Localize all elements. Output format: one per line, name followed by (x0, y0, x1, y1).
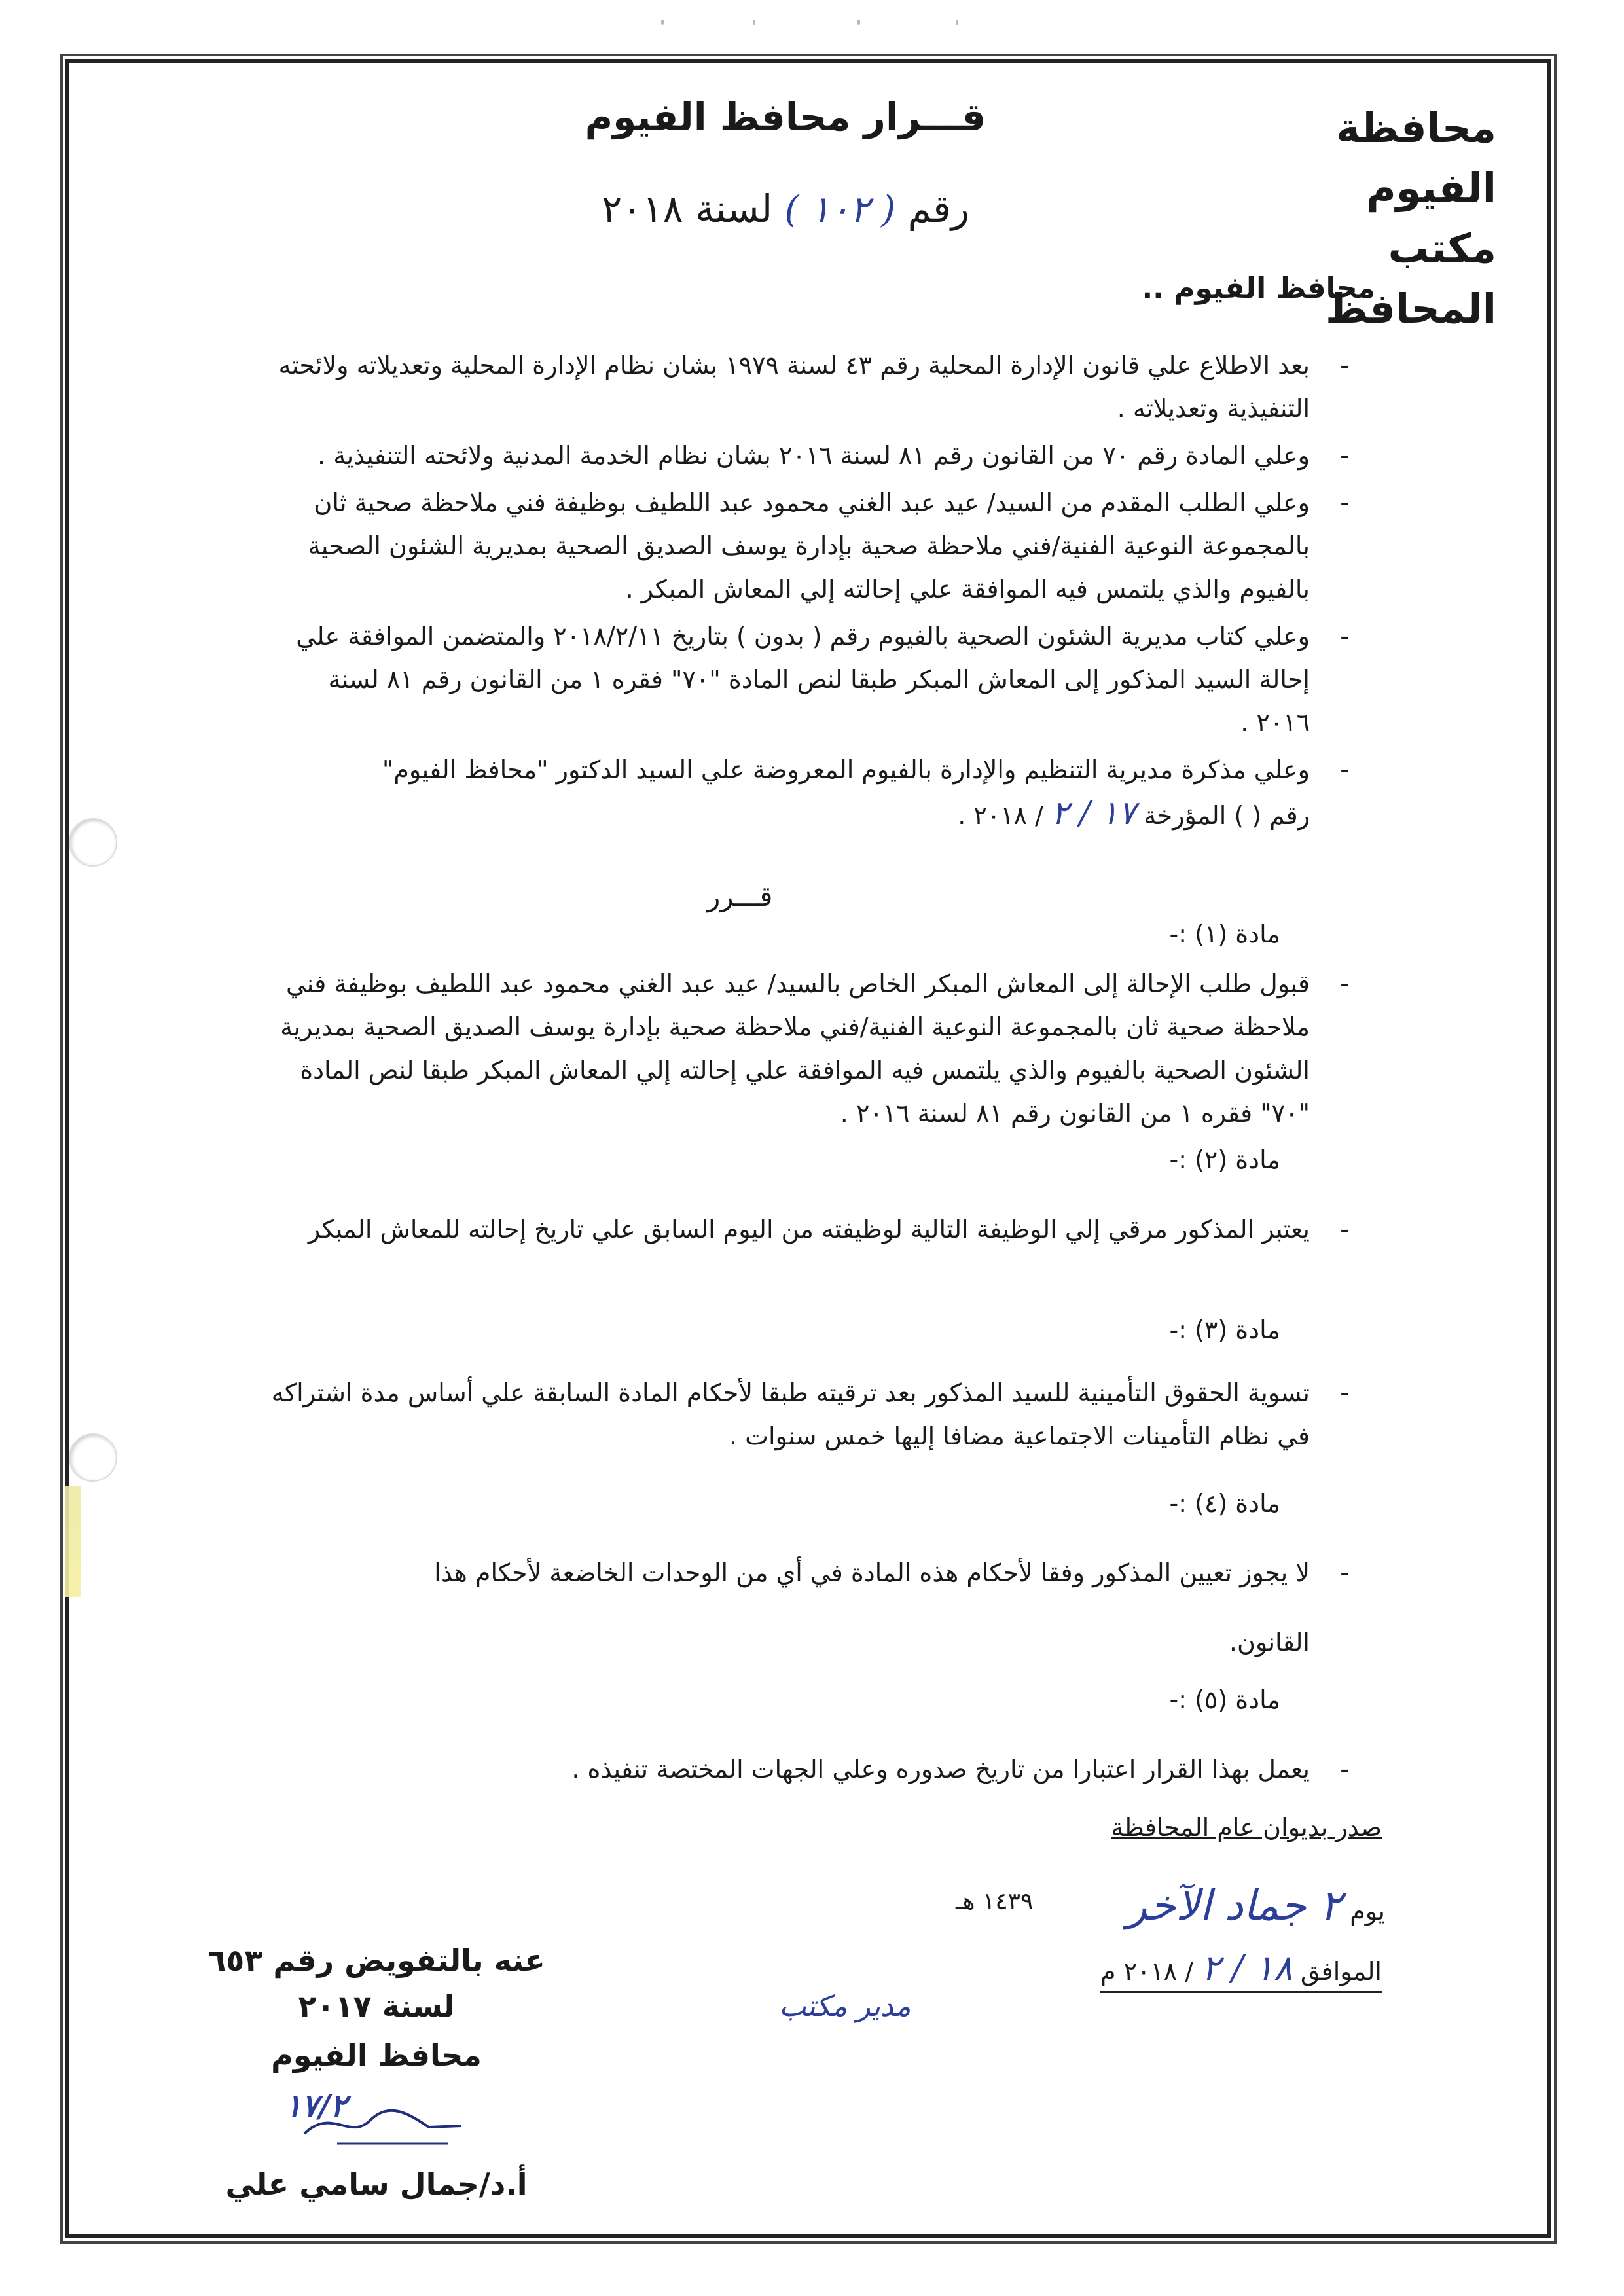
bullet-dash: - (1340, 351, 1349, 380)
article-title: مادة (٤) :- (1169, 1489, 1280, 1518)
article-text: تسوية الحقوق التأمينية للسيد المذكور بعد ترقيته طبقا لأحكام المادة السابقة علي أساس مدة اشتراكه في نظام التأمينات الاجتماعية مضافا إليها خمس سنوات . (271, 1378, 1310, 1450)
article-item (269, 1371, 1349, 1458)
scan-speck (956, 20, 958, 25)
issue-day (1127, 1882, 1385, 1930)
article-body (269, 1551, 1349, 1664)
article-body (269, 1371, 1349, 1458)
article-text: يعتبر المذكور مرقي إلي الوظيفة التالية لوظيفته من اليوم السابق علي تاريخ إحالته للمعاش المبكر (308, 1215, 1310, 1244)
article-body (269, 1748, 1349, 1791)
memo-label: رقم ( ) المؤرخة (1144, 801, 1310, 830)
scan-specks (0, 20, 1624, 33)
memo-line (269, 791, 1310, 837)
number-handwritten: ( ١٠٢ ) (784, 188, 896, 231)
preamble-text: وعلي المادة رقم ٧٠ من القانون رقم ٨١ لسنة ٢٠١٦ بشان نظام الخدمة المدنية ولائحته التنفيذية . (317, 441, 1310, 470)
preamble-text: وعلي كتاب مديرية الشئون الصحية بالفيوم رقم ( بدون ) بتاريخ ٢٠١٨/٢/١١ والمتضمن الموافقة علي إحالة السيد المذكور إلى المعاش المبكر طبقا لنص المادة "٧٠" فقره ١ من القانون رقم ٨١ لسنة ٢٠١٦ . (296, 622, 1310, 737)
preamble-item (269, 481, 1349, 611)
day-label: يوم (1350, 1897, 1385, 1926)
signatory-role: محافظ الفيوم (271, 2037, 482, 2073)
issued-at: صدر بديوان عام المحافظة (1111, 1813, 1382, 1842)
article-body (269, 1208, 1349, 1251)
number-suffix: لسنة ٢٠١٨ (602, 187, 773, 231)
preamble-item (269, 615, 1349, 744)
bullet-dash: - (1340, 1215, 1349, 1244)
hijri-year: ١٤٣٩ هـ (956, 1888, 1034, 1915)
article-item (269, 1208, 1349, 1251)
number-prefix: رقم (907, 187, 969, 231)
bullet-dash: - (1340, 622, 1349, 651)
delegation-line: عنه بالتفويض رقم ٦٥٣ لسنة ٢٠١٧ (208, 1943, 545, 2024)
bullet-dash: - (1340, 1558, 1349, 1587)
signature-stroke-icon (173, 2081, 579, 2160)
gregorian-date (1100, 1947, 1382, 1993)
scan-speck (857, 20, 860, 25)
bullet-dash: - (1340, 1755, 1349, 1784)
article-item (269, 1748, 1349, 1791)
agreed-year: / ٢٠١٨ م (1100, 1957, 1194, 1986)
article-text-continued: القانون. (1229, 1628, 1310, 1657)
article-text: لا يجوز تعيين المذكور وفقا لأحكام هذه المادة في أي من الوحدات الخاضعة لأحكام هذا (434, 1558, 1310, 1587)
office-name: مكتب المحافظ (1325, 224, 1496, 332)
article-item (269, 1551, 1349, 1664)
agreed-label: الموافق (1300, 1957, 1382, 1986)
scan-speck (753, 20, 755, 25)
preamble-item (269, 434, 1349, 477)
day-handwritten: ٢ جماد الآخر (1127, 1882, 1343, 1930)
bullet-dash: - (1340, 488, 1349, 517)
memo-date-handwritten: ١٧ / ٢ (1051, 794, 1136, 832)
decree-word: قـــرر (707, 880, 773, 912)
preamble-text: وعلي الطلب المقدم من السيد/ عيد عبد الغني محمود عبد اللطيف بوظيفة فني ملاحظة صحية ثان بالمجموعة النوعية الفنية/فني ملاحظة صحية بإدارة يوسف الصديق الصحية بمديرية الشئون الصحية بالفيوم والذي يلتمس فيه الموافقة علي إحالته إلي المعاش المبكر . (308, 488, 1310, 603)
tape-strip (65, 1486, 81, 1597)
article-title: مادة (٣) :- (1169, 1316, 1280, 1344)
article-text: يعمل بهذا القرار اعتبارا من تاريخ صدوره وعلي الجهات المختصة تنفيذه . (571, 1755, 1310, 1784)
article-title: مادة (٢) :- (1169, 1145, 1280, 1174)
article-body (269, 962, 1349, 1135)
preamble-item (269, 344, 1349, 430)
preamble-text: وعلي مذكرة مديرية التنظيم والإدارة بالفيوم المعروضة علي السيد الدكتور "محافظ الفيوم" (382, 755, 1310, 784)
bullet-dash: - (1340, 1378, 1349, 1407)
intro-heading: محافظ الفيوم .. (1142, 272, 1375, 305)
article-text: قبول طلب الإحالة إلى المعاش المبكر الخاص بالسيد/ عيد عبد الغني محمود عبد اللطيف بوظيفة فني ملاحظة صحية ثان بالمجموعة النوعية الفنية/فني ملاحظة صحية بإدارة يوسف الصديق الصحية بمديرية الشئون الصحية بالفيوم والذي يلتمس فيه الموافقة علي إحالته إلي المعاش المبكر طبقا لنص المادة "٧٠" فقره ١ من القانون رقم ٨١ لسنة ٢٠١٦ . (280, 969, 1310, 1128)
bullet-dash: - (1340, 755, 1349, 784)
memo-year: / ٢٠١٨ . (958, 801, 1043, 830)
preamble-item (269, 748, 1349, 837)
punch-hole (69, 1433, 117, 1482)
manager-note-handwritten: مدير مكتب (779, 1990, 911, 2023)
preamble (269, 344, 1349, 837)
signature-date-handwritten: ١٧/٢ (285, 2088, 347, 2125)
article-title: مادة (١) :- (1169, 920, 1280, 948)
bullet-dash: - (1340, 969, 1349, 998)
signature-block (173, 1937, 579, 2202)
scan-speck (661, 20, 664, 25)
punch-hole (69, 818, 117, 867)
bullet-dash: - (1340, 441, 1349, 470)
signatory-name: أ.د/جمال سامي علي (225, 2166, 528, 2202)
signature-scribble (173, 2081, 579, 2160)
decree-number (556, 187, 1015, 231)
decree-title: قـــرار محافظ الفيوم (585, 95, 986, 139)
agreed-handwritten: ١٨ / ٢ (1201, 1947, 1293, 1988)
governorate-name: محافظة الفيوم (1336, 104, 1496, 212)
preamble-text: بعد الاطلاع علي قانون الإدارة المحلية رقم ٤٣ لسنة ١٩٧٩ بشان نظام الإدارة المحلية وتعديلاته ولائحته التنفيذية وتعديلاته . (278, 351, 1310, 423)
article-title: مادة (٥) :- (1169, 1685, 1280, 1714)
article-item (269, 962, 1349, 1135)
